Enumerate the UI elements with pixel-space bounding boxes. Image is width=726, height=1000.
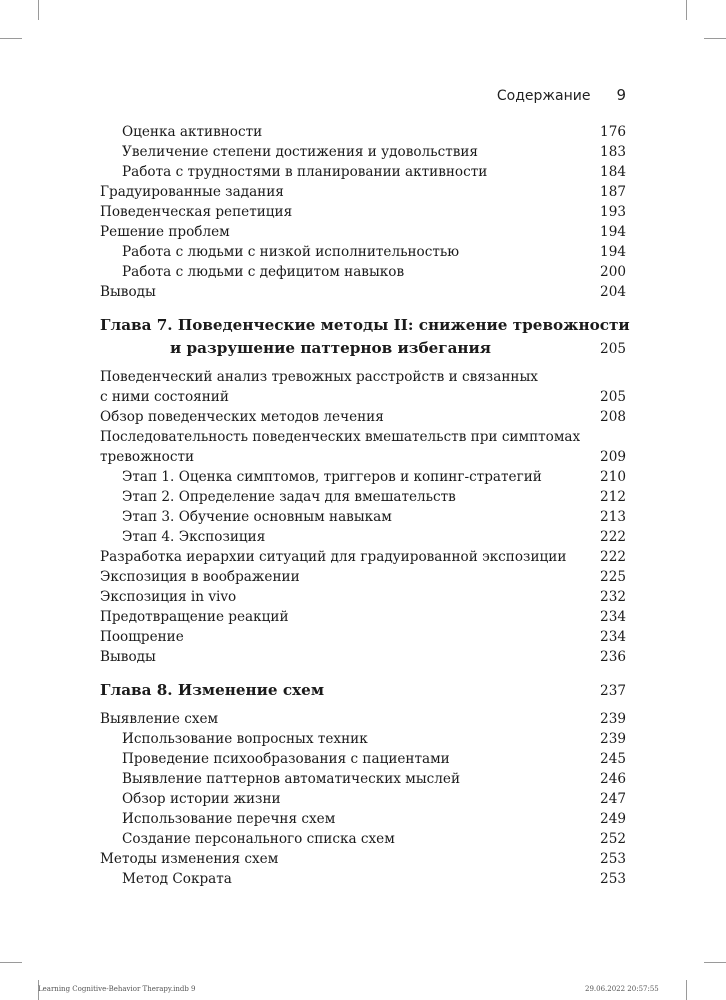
toc-entry-title: Работа с людьми с низкой исполнительностью (122, 244, 460, 260)
toc-entry[interactable] (100, 647, 626, 667)
toc-entry-page: 236 (600, 649, 626, 665)
toc-entry[interactable] (100, 122, 626, 142)
chapter-title-line-2: и разрушение паттернов избегания (170, 339, 492, 357)
toc-entry-title: Увеличение степени достижения и удовольствия (122, 144, 479, 160)
running-head-title: Содержание (496, 88, 591, 104)
toc-section (100, 709, 626, 889)
chapter-page: 205 (600, 341, 626, 357)
toc-entry-title: с ними состояний (100, 389, 229, 405)
toc-entry[interactable] (100, 262, 626, 282)
toc-entry-page: 194 (600, 244, 626, 260)
toc-entry-title: Методы изменения схем (100, 851, 279, 867)
toc-entry-page: 253 (600, 851, 626, 867)
toc-entry-page: 245 (600, 751, 626, 767)
toc-entry-page: 205 (600, 389, 626, 405)
toc-section (100, 367, 626, 667)
toc-entry[interactable] (100, 447, 626, 467)
chapter-heading[interactable] (100, 314, 630, 361)
toc-entry[interactable] (100, 749, 626, 769)
footer-filename: Learning Cognitive-Behavior Therapy.indb 9 (38, 985, 196, 993)
toc-entry-page: 176 (600, 124, 626, 140)
toc-entry-page: 194 (600, 224, 626, 240)
toc-entry-page: 252 (600, 831, 626, 847)
toc-entry-title: Поведенческая репетиция (100, 204, 293, 220)
chapter-title-line-1: Глава 7. Поведенческие методы II: снижение тревожности (100, 316, 630, 334)
toc-entry-page: 234 (600, 609, 626, 625)
toc-entry[interactable] (100, 282, 626, 302)
toc-entry[interactable] (100, 709, 626, 729)
toc-entry-title: Поощрение (100, 629, 184, 645)
toc-entry-title: Экспозиция in vivo (100, 589, 237, 605)
toc-entry-page: 232 (600, 589, 626, 605)
toc-entry[interactable] (100, 427, 626, 447)
toc-entry-page: 209 (600, 449, 626, 465)
toc-entry[interactable] (100, 849, 626, 869)
toc-entry-title: Использование вопросных техник (122, 731, 368, 747)
toc-entry-page: 239 (600, 711, 626, 727)
toc-entry[interactable] (100, 567, 626, 587)
toc-entry-title: тревожности (100, 449, 195, 465)
toc-entry[interactable] (100, 729, 626, 749)
toc-entry-title: Обзор поведенческих методов лечения (100, 409, 384, 425)
toc-entry-title: Проведение психообразования с пациентами (122, 751, 450, 767)
crop-mark (704, 38, 726, 39)
toc-entry[interactable] (100, 202, 626, 222)
toc-entry[interactable] (100, 467, 626, 487)
toc-entry-title: Выявление паттернов автоматических мыслей (122, 771, 461, 787)
toc-entry[interactable] (100, 829, 626, 849)
toc-entry[interactable] (100, 587, 626, 607)
toc-entry[interactable] (100, 869, 626, 889)
toc-entry-page: 200 (600, 264, 626, 280)
toc-entry-title: Градуированные задания (100, 184, 284, 200)
crop-mark (686, 0, 687, 20)
toc-entry[interactable] (100, 407, 626, 427)
toc-entry-title: Этап 2. Определение задач для вмешательств (122, 489, 456, 505)
toc-entry[interactable] (100, 769, 626, 789)
toc-entry-title: Поведенческий анализ тревожных расстройств и связанных (100, 369, 538, 385)
crop-mark (38, 0, 39, 20)
toc-entry-title: Выводы (100, 649, 156, 665)
toc-entry[interactable] (100, 627, 626, 647)
table-of-contents (100, 122, 630, 889)
toc-entry[interactable] (100, 527, 626, 547)
toc-entry-title: Экспозиция в воображении (100, 569, 300, 585)
toc-entry-page: 204 (600, 284, 626, 300)
toc-entry[interactable] (100, 487, 626, 507)
toc-entry-title: Выводы (100, 284, 156, 300)
toc-entry-title: Решение проблем (100, 224, 230, 240)
toc-entry-title: Выявление схем (100, 711, 219, 727)
chapter-page: 237 (600, 683, 626, 699)
toc-entry-title: Метод Сократа (122, 871, 232, 887)
toc-entry[interactable] (100, 507, 626, 527)
toc-entry-title: Этап 1. Оценка симптомов, триггеров и копинг-стратегий (122, 469, 542, 485)
toc-entry-page: 225 (600, 569, 626, 585)
toc-entry-page: 213 (600, 509, 626, 525)
toc-entry-page: 239 (600, 731, 626, 747)
toc-entry-page: 246 (600, 771, 626, 787)
toc-entry-page: 208 (600, 409, 626, 425)
toc-entry-title: Предотвращение реакций (100, 609, 289, 625)
page-number: 9 (616, 86, 626, 104)
toc-entry-page: 249 (600, 811, 626, 827)
toc-entry-page: 234 (600, 629, 626, 645)
toc-entry-title: Этап 4. Экспозиция (122, 529, 266, 545)
toc-entry-page: 212 (600, 489, 626, 505)
toc-entry-title: Разработка иерархии ситуаций для градуированной экспозиции (100, 549, 567, 565)
toc-entry[interactable] (100, 142, 626, 162)
toc-entry-page: 184 (600, 164, 626, 180)
toc-entry-page: 253 (600, 871, 626, 887)
toc-entry[interactable] (100, 182, 626, 202)
toc-entry[interactable] (100, 387, 626, 407)
toc-entry[interactable] (100, 242, 626, 262)
toc-entry-page: 187 (600, 184, 626, 200)
chapter-heading[interactable] (100, 679, 626, 703)
toc-entry[interactable] (100, 547, 626, 567)
toc-entry[interactable] (100, 162, 626, 182)
crop-mark (686, 980, 687, 1000)
toc-entry-title: Последовательность поведенческих вмешательств при симптомах (100, 429, 581, 445)
toc-entry-page: 193 (600, 204, 626, 220)
toc-entry-title: Работа с трудностями в планировании активности (122, 164, 488, 180)
toc-entry-page: 222 (600, 549, 626, 565)
chapter-title-line-1: Глава 8. Изменение схем (100, 681, 325, 699)
toc-entry-title: Обзор истории жизни (122, 791, 281, 807)
footer-timestamp: 29.06.2022 20:57:55 (585, 985, 659, 993)
running-head (497, 86, 626, 104)
toc-entry-page: 247 (600, 791, 626, 807)
toc-entry[interactable] (100, 789, 626, 809)
toc-entry[interactable] (100, 222, 626, 242)
toc-entry-title: Этап 3. Обучение основным навыкам (122, 509, 392, 525)
toc-entry-page: 210 (600, 469, 626, 485)
crop-mark (704, 962, 726, 963)
crop-mark (0, 962, 22, 963)
toc-entry[interactable] (100, 809, 626, 829)
toc-entry-title: Использование перечня схем (122, 811, 336, 827)
toc-entry-title: Работа с людьми с дефицитом навыков (122, 264, 405, 280)
toc-entry-page: 222 (600, 529, 626, 545)
toc-entry-page: 183 (600, 144, 626, 160)
toc-entry-title: Создание персонального списка схем (122, 831, 395, 847)
toc-section (100, 122, 626, 302)
toc-entry-title: Оценка активности (122, 124, 263, 140)
crop-mark (0, 38, 22, 39)
toc-entry[interactable] (100, 607, 626, 627)
toc-entry[interactable] (100, 367, 626, 387)
